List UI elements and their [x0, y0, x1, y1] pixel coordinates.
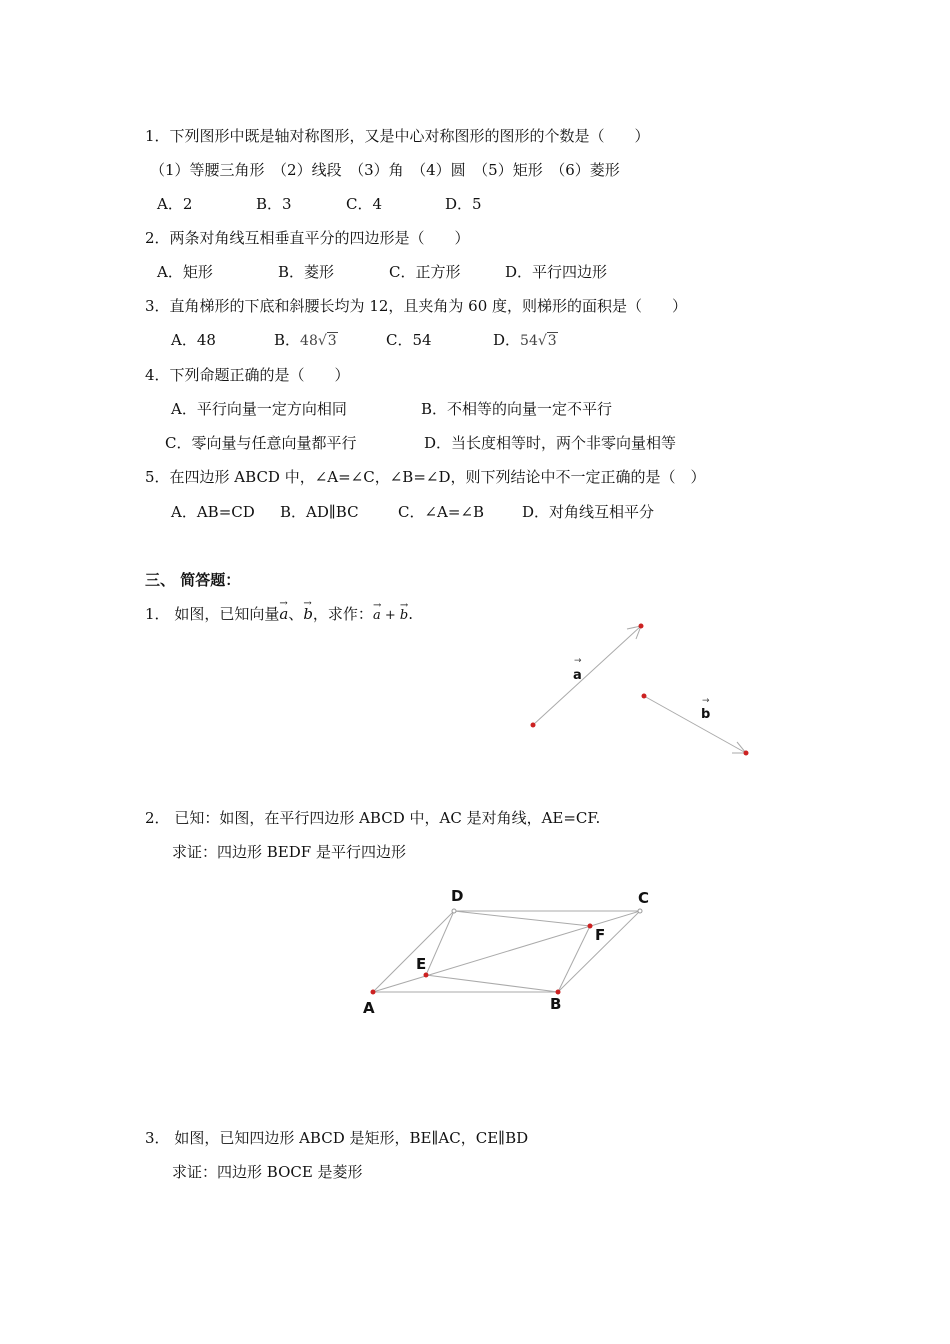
sum-a-symbol: → a — [373, 606, 381, 626]
q3-option-d — [493, 330, 558, 351]
label-e: E — [416, 955, 427, 973]
q2-stem: 2．两条对角线互相垂直平分的四边形是（ ） — [145, 229, 470, 247]
vector-b — [642, 694, 749, 756]
q1-option-b: B．3 — [256, 195, 292, 213]
segment-eb — [426, 975, 558, 992]
q5-option-a: A．AB=CD — [171, 503, 255, 521]
label-f: F — [595, 926, 606, 944]
q2-option-d: D．平行四边形 — [505, 263, 608, 281]
problem-3-text: 如图，已知四边形 ABCD 是矩形，BE∥AC，CE∥BD — [174, 1129, 529, 1147]
q4-option-a: A．平行向量一定方向相同 — [171, 400, 347, 418]
q4-option-b: B．不相等的向量一定不平行 — [421, 400, 613, 418]
q3-option-b-prefix: B． — [274, 331, 301, 349]
parallelogram-figure — [355, 882, 665, 1022]
q3-option-b-value: 48√3 — [300, 333, 337, 349]
segment-bf — [558, 926, 590, 992]
vector-a-start-point — [531, 723, 536, 728]
problem-3-line2: 求证：四边形 BOCE 是菱形 — [172, 1163, 363, 1181]
point-b — [556, 990, 561, 995]
problem-2-line1 — [145, 808, 600, 828]
problem-2-number: 2． — [145, 809, 170, 827]
q5-option-b: B．AD∥BC — [280, 503, 359, 521]
problem-3-line1 — [145, 1128, 528, 1148]
svg-text:→: → — [702, 696, 710, 706]
segment-de — [426, 911, 454, 975]
problem-1-number: 1． — [145, 605, 170, 623]
q4-option-d: D．当长度相等时，两个非零向量相等 — [424, 434, 677, 452]
point-a — [371, 990, 376, 995]
label-d: D — [451, 887, 464, 905]
q5-option-c: C．∠A=∠B — [398, 503, 485, 521]
sum-b-symbol: → b — [400, 606, 408, 626]
q4-stem: 4．下列命题正确的是（ ） — [145, 366, 350, 384]
vector-b-end-point — [744, 751, 749, 756]
q1-option-a: A．2 — [157, 195, 193, 213]
q3-option-c: C．54 — [386, 331, 432, 349]
point-c — [638, 909, 642, 913]
q5-option-d: D．对角线互相平分 — [522, 503, 655, 521]
point-f — [588, 924, 593, 929]
vector-a-end-point — [639, 624, 644, 629]
q3-option-a: A．48 — [171, 331, 216, 349]
q5-stem: 5．在四边形 ABCD 中，∠A=∠C，∠B=∠D，则下列结论中不一定正确的是（ ） — [145, 468, 706, 486]
vector-a-label: a — [573, 668, 582, 683]
section-heading: 三、 简答题： — [145, 571, 241, 589]
q3-stem: 3．直角梯形的下底和斜腰长均为 12，且夹角为 60 度，则梯形的面积是（ ） — [145, 297, 688, 315]
problem-2-text: 已知：如图，在平行四边形 ABCD 中，AC 是对角线，AE=CF. — [174, 809, 601, 827]
segment-fd — [454, 911, 590, 926]
vector-b-start-point — [642, 694, 647, 699]
problem-1-text: 如图，已知向量 — [174, 605, 280, 623]
label-a: A — [363, 999, 375, 1017]
q1-stem: 1．下列图形中既是轴对称图形，又是中心对称图形的图形的个数是（ ） — [145, 127, 650, 145]
q3-option-d-prefix: D． — [493, 331, 521, 349]
q2-option-c: C．正方形 — [389, 263, 461, 281]
q1-option-d: D．5 — [445, 195, 482, 213]
vector-b-symbol: → b — [303, 604, 313, 624]
svg-text:→: → — [574, 656, 582, 666]
label-c: C — [638, 889, 650, 907]
problem-1: 1． 如图，已知向量→ a、→ b，求作：→ a + → b. — [145, 604, 413, 626]
q1-option-c: C．4 — [346, 195, 383, 213]
vector-b-label: b — [701, 707, 711, 722]
label-b: B — [550, 995, 562, 1013]
problem-2-line2: 求证：四边形 BEDF 是平行四边形 — [172, 843, 406, 861]
vector-a-symbol: → a — [279, 604, 288, 624]
vector-a — [531, 624, 644, 728]
point-d — [452, 909, 456, 913]
q1-items: （1）等腰三角形 （2）线段 （3）角 （4）圆 （5）矩形 （6）菱形 — [150, 161, 620, 179]
q3-option-b — [274, 330, 338, 351]
q2-option-a: A．矩形 — [157, 263, 213, 281]
q4-option-c: C．零向量与任意向量都平行 — [165, 434, 357, 452]
vector-figure — [520, 615, 760, 765]
q2-option-b: B．菱形 — [278, 263, 335, 281]
point-e — [424, 973, 429, 978]
problem-3-number: 3． — [145, 1129, 170, 1147]
q3-option-d-value: 54√3 — [520, 333, 557, 349]
